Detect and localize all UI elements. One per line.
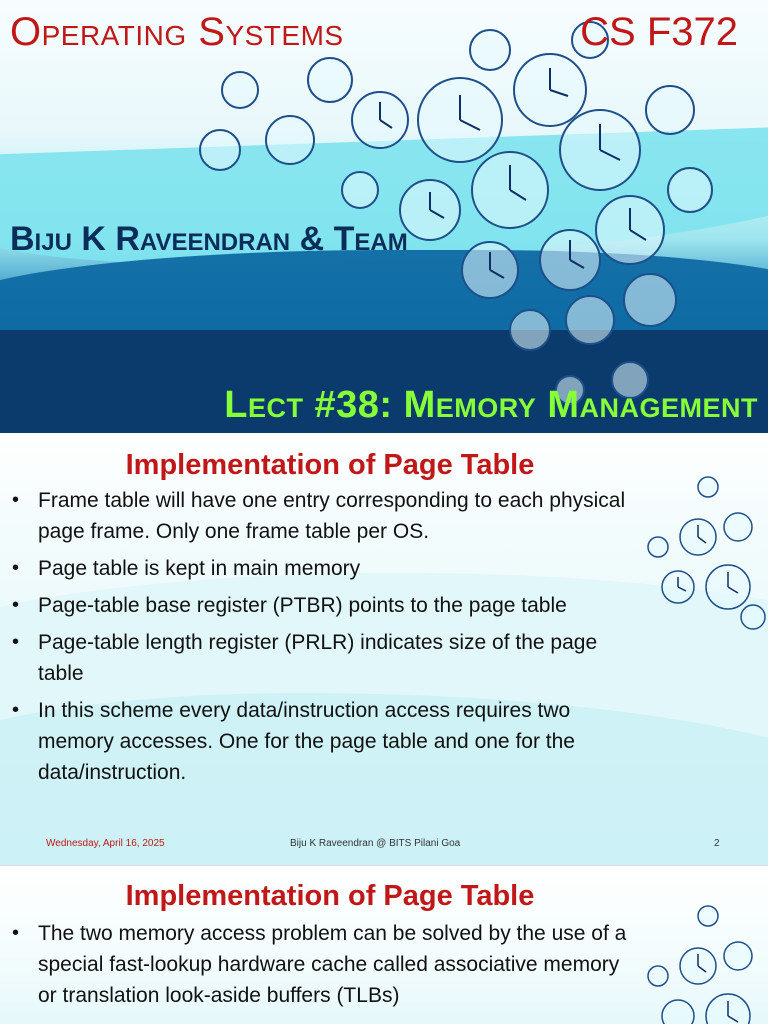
bullet-item: • In this scheme every data/instruction access requires two memory accesses. One for the page table and one for the data/instruction. bbox=[8, 695, 628, 788]
bullet-item: • Frame table will have one entry corresponding to each physical page frame. Only one frame table per OS. bbox=[8, 485, 628, 547]
footer-author: Biju K Raveendran @ BITS Pilani Goa bbox=[290, 838, 461, 849]
page-number: 2 bbox=[714, 838, 720, 849]
bullet-list bbox=[8, 485, 628, 794]
bullet-list bbox=[8, 918, 628, 1017]
bullet-item: • Page-table length register (PRLR) indicates size of the page table bbox=[8, 627, 628, 689]
lecture-title: Lect #38: Memory Management bbox=[224, 384, 758, 426]
course-title: Operating Systems bbox=[10, 10, 344, 54]
author-line: Biju K Raveendran & Team bbox=[10, 220, 408, 258]
slide-page-table-1 bbox=[0, 433, 768, 865]
slide-title: Implementation of Page Table bbox=[125, 880, 535, 912]
bullet-item: • Page table is kept in main memory bbox=[8, 553, 628, 584]
slide-page-table-2 bbox=[0, 866, 768, 1024]
slide-title: Implementation of Page Table bbox=[125, 449, 535, 481]
bullet-item: • The two memory access problem can be solved by the use of a special fast-lookup hardware cache called associative memory or translation look-aside buffers (TLBs) bbox=[8, 918, 628, 1011]
clocks-head-illustration bbox=[130, 0, 730, 420]
course-code: CS F372 bbox=[580, 10, 738, 54]
bullet-item: • Page-table base register (PTBR) points to the page table bbox=[8, 590, 628, 621]
footer-date: Wednesday, April 16, 2025 bbox=[46, 838, 165, 849]
title-slide bbox=[0, 0, 768, 433]
